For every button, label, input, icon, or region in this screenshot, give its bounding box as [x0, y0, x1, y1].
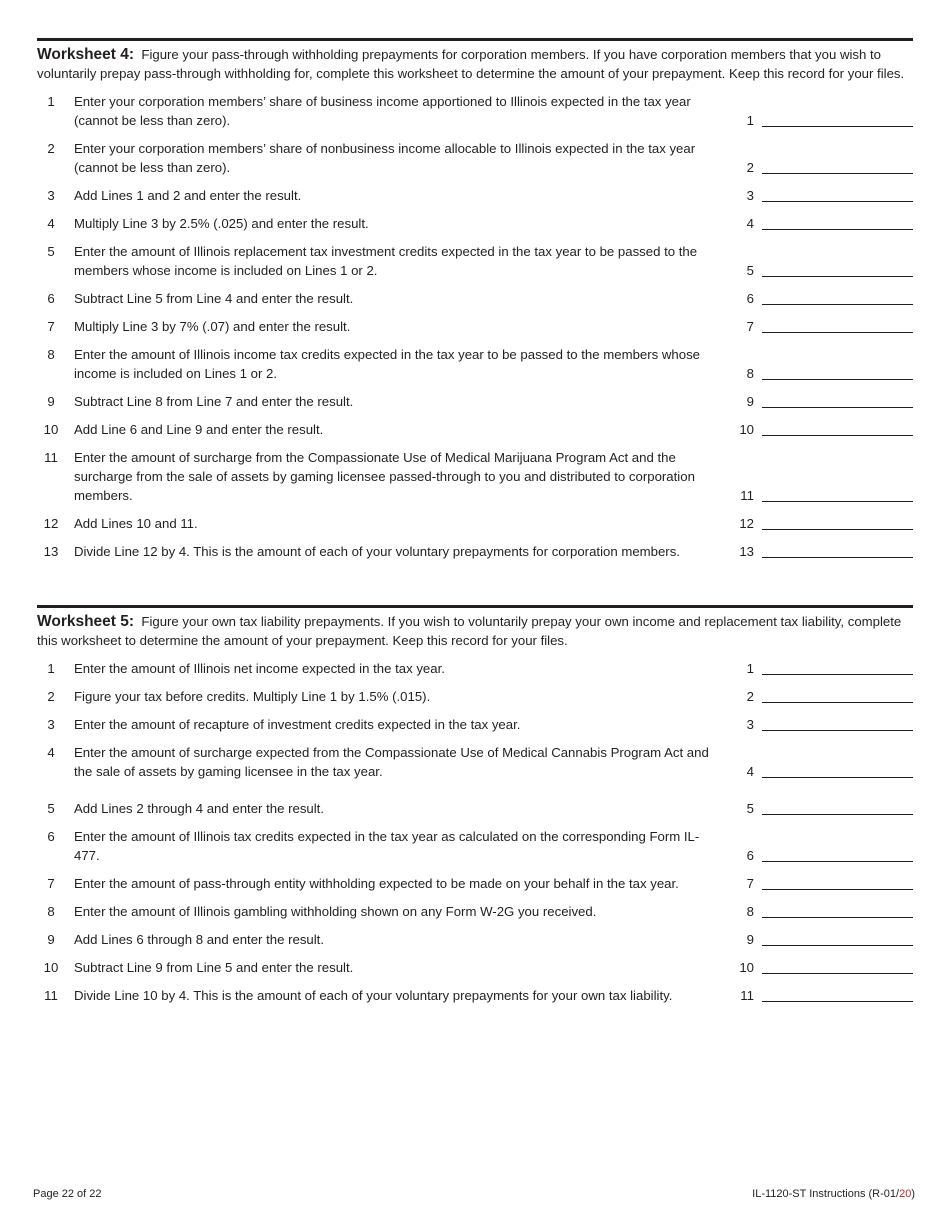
- answer-blank[interactable]: [762, 688, 913, 703]
- line-number: 9: [47, 932, 55, 947]
- line-number: 13: [43, 544, 59, 559]
- line-instruction: Enter your corporation members’ share of business income apportioned to Illinois expected in the tax year (cannot be less than zero).: [74, 94, 691, 128]
- line-instruction: Enter the amount of Illinois tax credits expected in the tax year as calculated on the corresponding Form IL-477.: [74, 829, 700, 863]
- answer-line-number: 6: [746, 291, 754, 306]
- answer-blank[interactable]: [762, 763, 913, 778]
- worksheet-line: [37, 186, 913, 205]
- answer-blank[interactable]: [762, 487, 913, 502]
- line-instruction: Subtract Line 5 from Line 4 and enter the result.: [74, 291, 354, 306]
- line-number: 6: [47, 829, 55, 844]
- answer-field: [724, 214, 913, 233]
- line-number: 8: [47, 904, 55, 919]
- answer-field: [724, 715, 913, 734]
- answer-field: [724, 874, 913, 893]
- line-instruction: Figure your tax before credits. Multiply Line 1 by 1.5% (.015).: [74, 689, 431, 704]
- line-number: 12: [43, 516, 59, 531]
- answer-field: [724, 930, 913, 949]
- worksheet-line: [37, 214, 913, 233]
- line-instruction: Enter the amount of surcharge from the Compassionate Use of Medical Marijuana Program Act and the surcharge from the sale of assets by gaming licensee passed-through to you and distributed to corporation members.: [74, 450, 695, 503]
- worksheet-5: [37, 605, 913, 1005]
- line-instruction: Add Line 6 and Line 9 and enter the result.: [74, 422, 324, 437]
- answer-blank[interactable]: [762, 875, 913, 890]
- answer-field: [724, 514, 913, 533]
- worksheet-line: [37, 139, 913, 177]
- line-number: 1: [47, 661, 55, 676]
- form-id: [752, 1188, 915, 1200]
- line-number: 2: [47, 141, 55, 156]
- line-number: 7: [47, 876, 55, 891]
- answer-line-number: 1: [746, 113, 754, 128]
- line-instruction: Enter the amount of surcharge expected from the Compassionate Use of Medical Cannabis Program Act and the sale of assets by gaming licensee in the tax year.: [74, 745, 709, 779]
- answer-field: [724, 92, 913, 130]
- form-id-year: 20: [899, 1188, 912, 1200]
- line-instruction: Multiply Line 3 by 2.5% (.025) and enter the result.: [74, 216, 369, 231]
- answer-line-number: 9: [746, 394, 754, 409]
- line-number: 10: [43, 422, 59, 437]
- answer-line-number: 3: [746, 717, 754, 732]
- line-instruction: Enter the amount of Illinois replacement tax investment credits expected in the tax year to be passed to the members whose income is included on Lines 1 or 2.: [74, 244, 698, 278]
- answer-blank[interactable]: [762, 959, 913, 974]
- answer-line-number: 7: [746, 876, 754, 891]
- answer-blank[interactable]: [762, 800, 913, 815]
- worksheet-line: [37, 345, 913, 383]
- worksheet-line: [37, 874, 913, 893]
- answer-field: [724, 186, 913, 205]
- worksheet-line: [37, 420, 913, 439]
- worksheet-line: [37, 930, 913, 949]
- line-number: 4: [47, 745, 55, 760]
- answer-blank[interactable]: [762, 931, 913, 946]
- line-number: 11: [44, 988, 58, 1003]
- line-instruction: Divide Line 12 by 4. This is the amount of each of your voluntary prepayments for corporation members.: [74, 544, 680, 559]
- line-instruction: Divide Line 10 by 4. This is the amount of each of your voluntary prepayments for your own tax liability.: [74, 988, 673, 1003]
- worksheet-5-lines: [37, 659, 913, 1005]
- worksheet-4-intro: [37, 45, 913, 83]
- line-instruction: Multiply Line 3 by 7% (.07) and enter the result.: [74, 319, 351, 334]
- answer-field: [724, 139, 913, 177]
- answer-line-number: 9: [746, 932, 754, 947]
- answer-field: [724, 743, 913, 781]
- answer-field: [724, 392, 913, 411]
- section-divider: [37, 38, 913, 41]
- answer-field: [724, 242, 913, 280]
- answer-line-number: 12: [739, 516, 754, 531]
- worksheet-line: [37, 392, 913, 411]
- answer-field: [724, 687, 913, 706]
- answer-field: [724, 420, 913, 439]
- line-instruction: Add Lines 6 through 8 and enter the result.: [74, 932, 325, 947]
- answer-blank[interactable]: [762, 262, 913, 277]
- answer-blank[interactable]: [762, 421, 913, 436]
- answer-blank[interactable]: [762, 159, 913, 174]
- answer-field: [724, 827, 913, 865]
- worksheet-line: [37, 827, 913, 865]
- form-id-text: IL-1120-ST Instructions (R-01/: [752, 1188, 900, 1200]
- answer-blank[interactable]: [762, 515, 913, 530]
- answer-line-number: 11: [740, 988, 754, 1003]
- answer-line-number: 10: [739, 960, 754, 975]
- worksheet-5-title: Worksheet 5:: [37, 613, 135, 630]
- answer-field: [724, 659, 913, 678]
- line-number: 1: [47, 94, 55, 109]
- answer-field: [724, 448, 913, 505]
- line-number: 5: [47, 244, 55, 259]
- worksheet-line: [37, 902, 913, 921]
- line-instruction: Add Lines 10 and 11.: [74, 516, 198, 531]
- answer-line-number: 8: [746, 904, 754, 919]
- answer-line-number: 5: [746, 263, 754, 278]
- line-number: 6: [47, 291, 55, 306]
- worksheet-4-intro-text: Figure your pass-through withholding prepayments for corporation members. If you have corporation members that you wish to voluntarily prepay pass-through withholding for, complete this worksheet to determine the amount of your prepayment. Keep this record for your files.: [37, 47, 905, 81]
- line-number: 3: [47, 188, 55, 203]
- worksheet-line: [37, 92, 913, 130]
- line-number: 5: [47, 801, 55, 816]
- line-instruction: Enter the amount of pass-through entity withholding expected to be made on your behalf in the tax year.: [74, 876, 679, 891]
- answer-blank[interactable]: [762, 215, 913, 230]
- line-number: 3: [47, 717, 55, 732]
- answer-field: [724, 289, 913, 308]
- worksheet-5-intro: [37, 612, 913, 650]
- line-number: 10: [43, 960, 59, 975]
- line-instruction: Enter the amount of Illinois income tax credits expected in the tax year to be passed to the members whose income is included on Lines 1 or 2.: [74, 347, 701, 381]
- line-number: 7: [47, 319, 55, 334]
- worksheet-line: [37, 289, 913, 308]
- worksheet-line: [37, 986, 913, 1005]
- worksheet-line: [37, 715, 913, 734]
- line-instruction: Enter the amount of Illinois net income expected in the tax year.: [74, 661, 445, 676]
- answer-blank[interactable]: [762, 543, 913, 558]
- answer-field: [724, 799, 913, 818]
- line-instruction: Subtract Line 9 from Line 5 and enter the result.: [74, 960, 354, 975]
- line-instruction: Add Lines 2 through 4 and enter the result.: [74, 801, 325, 816]
- answer-line-number: 6: [746, 848, 754, 863]
- answer-blank[interactable]: [762, 290, 913, 305]
- worksheet-line: [37, 659, 913, 678]
- worksheet-4-title: Worksheet 4:: [37, 46, 135, 63]
- answer-line-number: 5: [746, 801, 754, 816]
- answer-field: [724, 902, 913, 921]
- answer-blank[interactable]: [762, 318, 913, 333]
- answer-line-number: 13: [739, 544, 754, 559]
- worksheet-line: [37, 799, 913, 818]
- line-instruction: Subtract Line 8 from Line 7 and enter the result.: [74, 394, 354, 409]
- line-number: 8: [47, 347, 55, 362]
- answer-blank[interactable]: [762, 187, 913, 202]
- worksheet-line: [37, 542, 913, 561]
- answer-blank[interactable]: [762, 903, 913, 918]
- answer-line-number: 3: [746, 188, 754, 203]
- answer-field: [724, 542, 913, 561]
- form-id-close: ): [911, 1188, 915, 1200]
- answer-blank[interactable]: [762, 987, 913, 1002]
- page-number: Page 22 of 22: [33, 1188, 102, 1200]
- answer-field: [724, 986, 913, 1005]
- worksheet-line: [37, 317, 913, 336]
- worksheet-line: [37, 514, 913, 533]
- answer-line-number: 10: [739, 422, 754, 437]
- line-instruction: Add Lines 1 and 2 and enter the result.: [74, 188, 302, 203]
- answer-field: [724, 317, 913, 336]
- line-instruction: Enter the amount of recapture of investment credits expected in the tax year.: [74, 717, 521, 732]
- answer-field: [724, 958, 913, 977]
- answer-blank[interactable]: [762, 660, 913, 675]
- worksheet-line: [37, 743, 913, 781]
- section-divider: [37, 605, 913, 608]
- line-instruction: Enter your corporation members’ share of nonbusiness income allocable to Illinois expected in the tax year (cannot be less than zero).: [74, 141, 696, 175]
- worksheet-line: [37, 448, 913, 505]
- answer-line-number: 1: [746, 661, 754, 676]
- line-instruction: Enter the amount of Illinois gambling withholding shown on any Form W-2G you received.: [74, 904, 597, 919]
- line-number: 9: [47, 394, 55, 409]
- line-number: 11: [44, 450, 58, 465]
- line-number: 4: [47, 216, 55, 231]
- answer-field: [724, 345, 913, 383]
- answer-blank[interactable]: [762, 847, 913, 862]
- answer-line-number: 7: [746, 319, 754, 334]
- worksheet-line: [37, 687, 913, 706]
- answer-blank[interactable]: [762, 716, 913, 731]
- line-number: 2: [47, 689, 55, 704]
- worksheet-5-intro-text: Figure your own tax liability prepayments. If you wish to voluntarily prepay your own income and replacement tax liability, complete this worksheet to determine the amount of your prepayment. Keep this record for your files.: [37, 614, 902, 648]
- worksheet-4: [37, 38, 913, 561]
- worksheet-line: [37, 242, 913, 280]
- answer-line-number: 4: [746, 216, 754, 231]
- answer-line-number: 11: [740, 488, 754, 503]
- answer-blank[interactable]: [762, 393, 913, 408]
- answer-blank[interactable]: [762, 112, 913, 127]
- worksheet-4-lines: [37, 92, 913, 561]
- answer-line-number: 2: [746, 689, 754, 704]
- worksheet-line: [37, 958, 913, 977]
- answer-line-number: 8: [746, 366, 754, 381]
- answer-line-number: 2: [746, 160, 754, 175]
- answer-line-number: 4: [746, 764, 754, 779]
- answer-blank[interactable]: [762, 365, 913, 380]
